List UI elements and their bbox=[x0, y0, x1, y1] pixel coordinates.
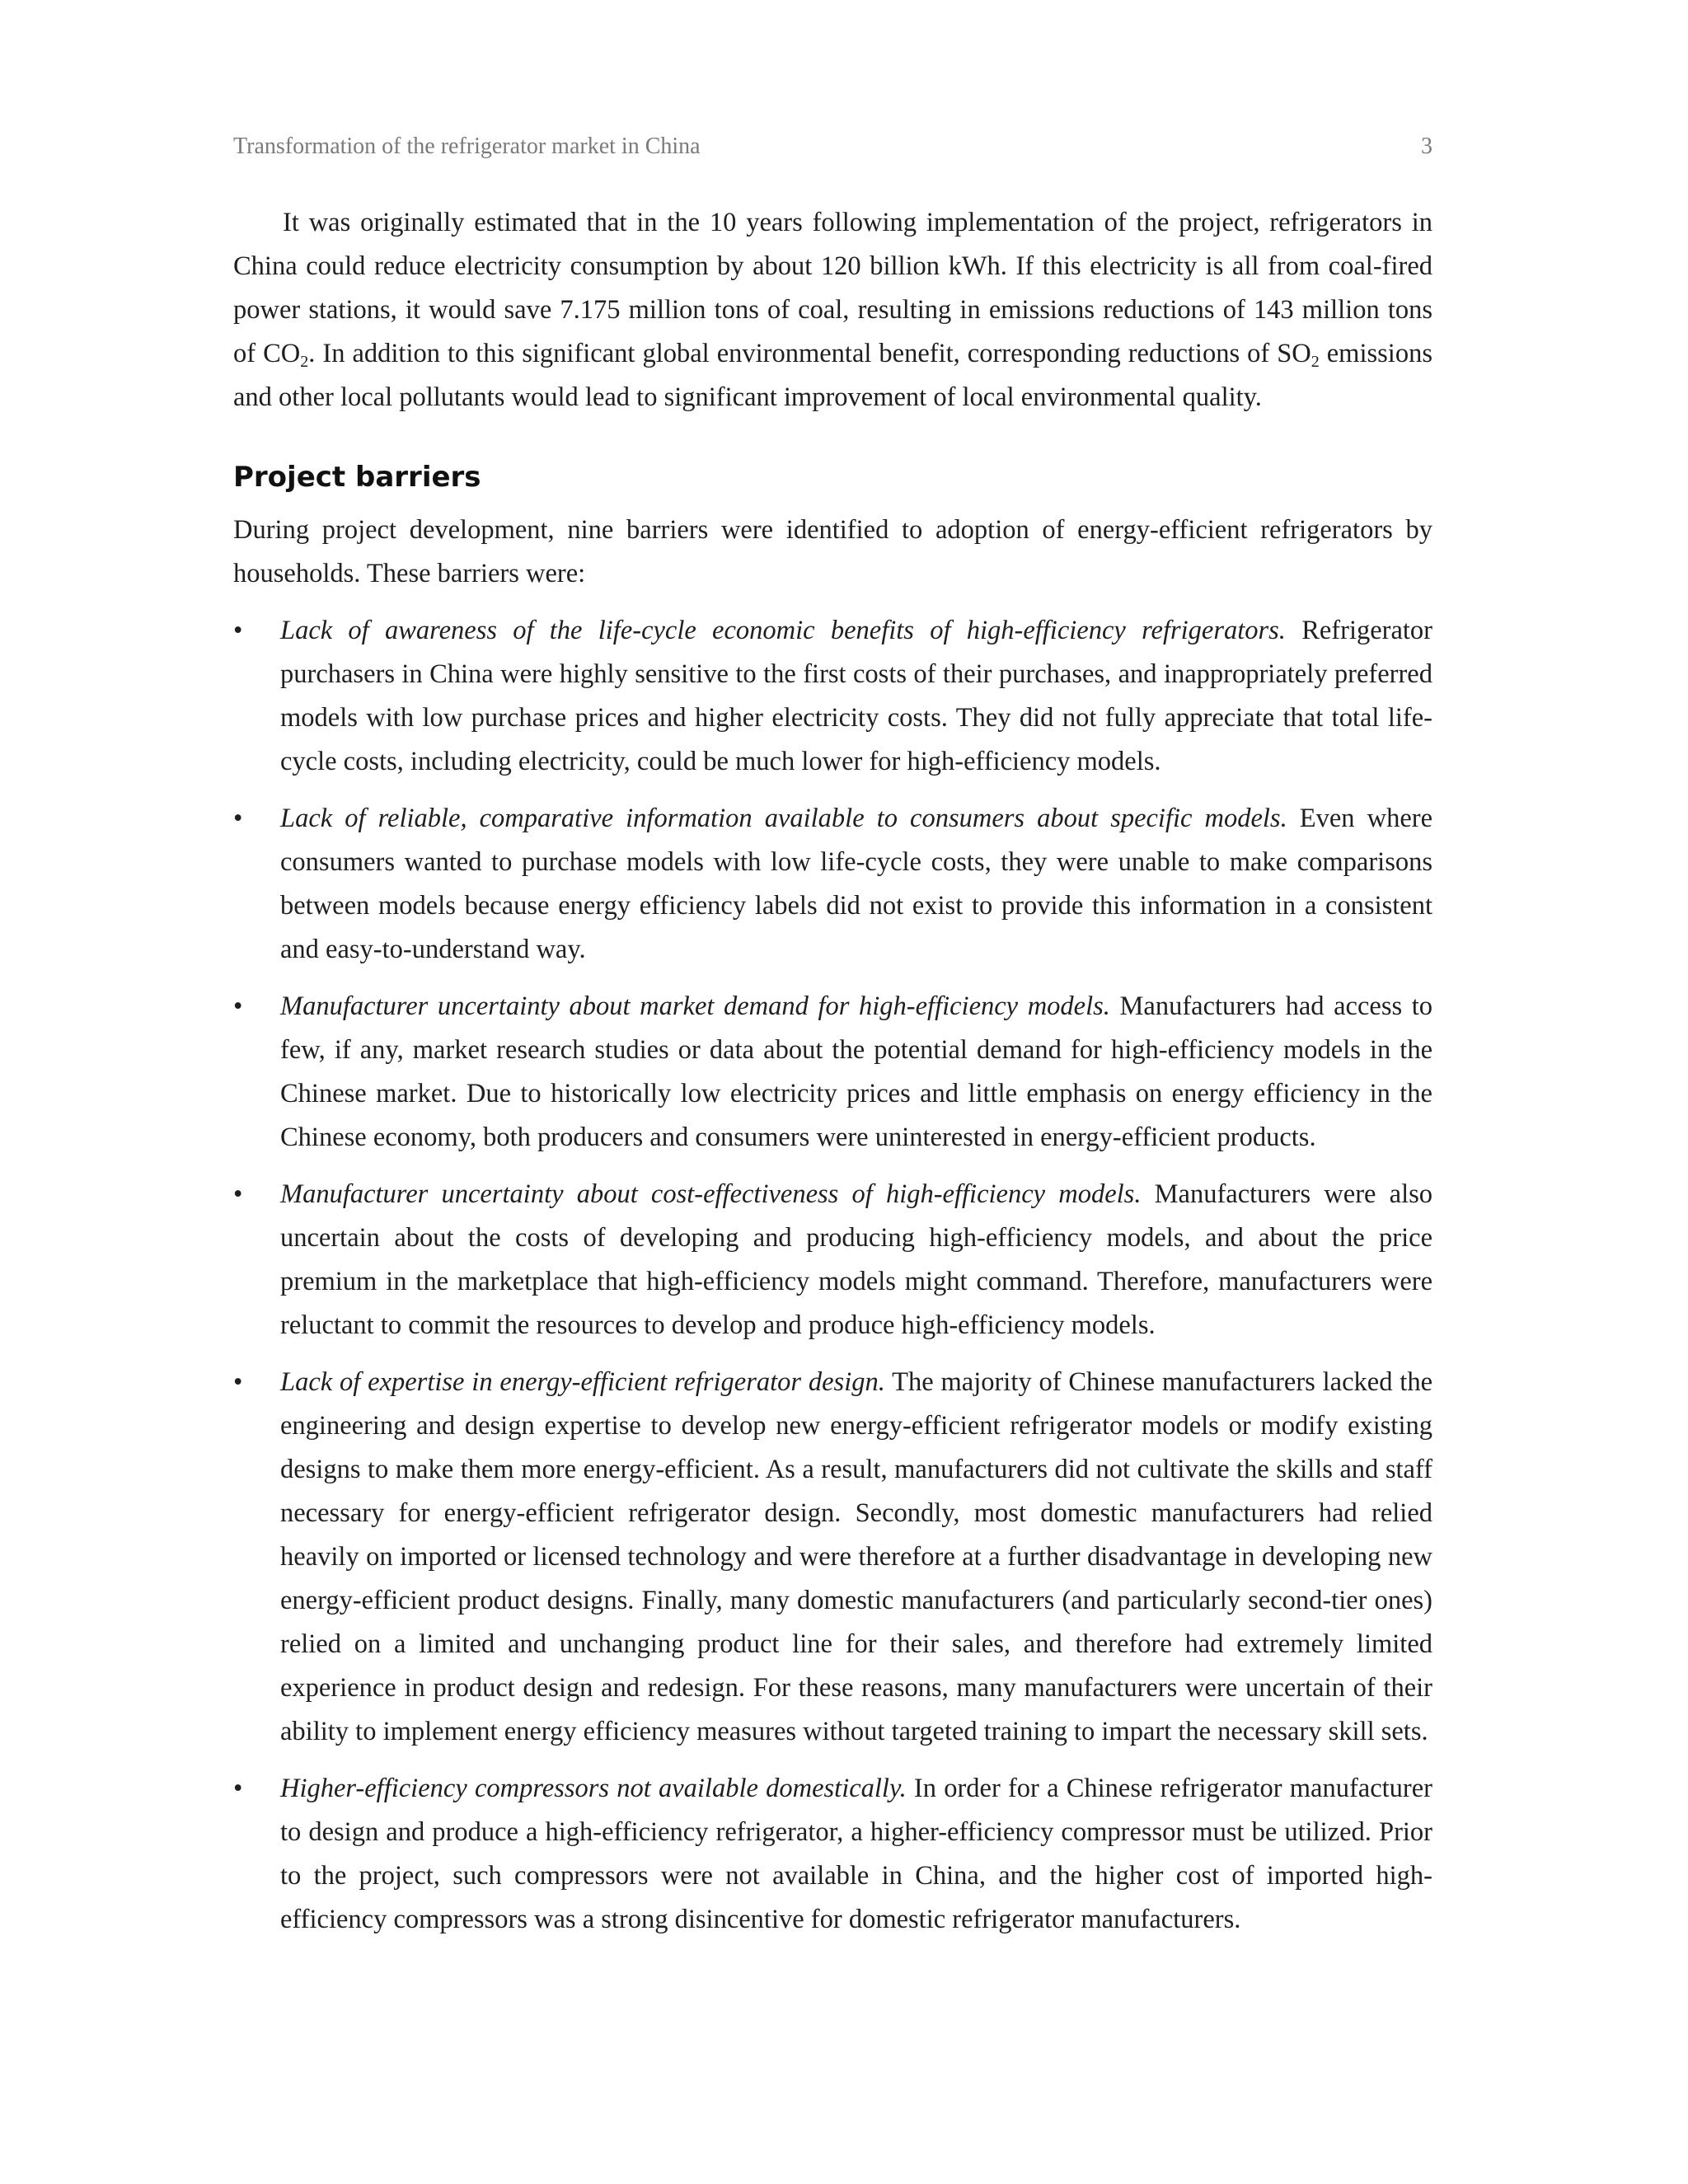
barrier-title: Manufacturer uncertainty about cost-effectiveness of high-efficiency models. bbox=[280, 1179, 1142, 1209]
barrier-item bbox=[233, 609, 1432, 784]
intro-paragraph bbox=[233, 201, 1432, 419]
bullet-marker: • bbox=[233, 616, 243, 645]
barrier-item bbox=[233, 797, 1432, 972]
barrier-title: Lack of expertise in energy-efficient refrigerator design. bbox=[280, 1367, 885, 1397]
barrier-description: Manufacturers were also uncertain about the costs of developing and producing high-efficiency models, and about the price premium in the marketplace that high-efficiency models might command. Therefore, manufacturers were reluctant to commit the resources to develop and produce high-efficiency models. bbox=[280, 1179, 1432, 1340]
barrier-list bbox=[233, 609, 1432, 1942]
barrier-title: Manufacturer uncertainty about market demand for high-efficiency models. bbox=[280, 991, 1110, 1021]
bullet-marker: • bbox=[233, 1774, 243, 1803]
barrier-item bbox=[233, 1361, 1432, 1754]
barrier-title: Lack of reliable, comparative information available to consumers about specific models. bbox=[280, 804, 1287, 833]
barrier-description: Manufacturers had access to few, if any, market research studies or data about the potential demand for high-efficiency models in the Chinese market. Due to historically low electricity prices and little emphasis on energy efficiency in the Chinese economy, both producers and consumers were uninterested in energy-efficient products. bbox=[280, 991, 1432, 1152]
bullet-marker: • bbox=[233, 1367, 243, 1397]
barrier-title: Lack of awareness of the life-cycle economic benefits of high-efficiency refrigerators. bbox=[280, 616, 1286, 645]
barrier-description: The majority of Chinese manufacturers lacked the engineering and design expertise to develop new energy-efficient refrigerator models or modify existing designs to make them more energy-efficient. As a result, manufacturers did not cultivate the skills and staff necessary for energy-efficient refrigerator design. Secondly, most domestic manufacturers had relied heavily on imported or licensed technology and were therefore at a further disadvantage in developing new energy-efficient product designs. Finally, many domestic manufacturers (and particularly second-tier ones) relied on a limited and unchanging product line for their sales, and therefore had extremely limited experience in product design and redesign. For these reasons, many manufacturers were uncertain of their ability to implement energy efficiency measures without targeted training to impart the necessary skill sets. bbox=[280, 1367, 1432, 1746]
co2-subscript: 2 bbox=[300, 353, 309, 371]
body-text bbox=[233, 201, 1432, 1955]
page-number: 3 bbox=[1421, 134, 1432, 159]
barrier-item bbox=[233, 985, 1432, 1160]
barrier-description: In order for a Chinese refrigerator manufacturer to design and produce a high-efficiency refrigerator, a higher-efficiency compressor must be utilized. Prior to the project, such compressors were not available in China, and the higher cost of imported high-efficiency compressors was a strong disincentive for domestic refrigerator manufacturers. bbox=[280, 1774, 1432, 1934]
barrier-title: Higher-efficiency compressors not available domestically. bbox=[280, 1774, 907, 1803]
barrier-item bbox=[233, 1173, 1432, 1347]
intro-text-part-3: emissions and other local pollutants would lead to significant improvement of local environmental quality. bbox=[233, 339, 1432, 412]
barrier-item bbox=[233, 1767, 1432, 1942]
intro-text-part-1: It was originally estimated that in the 10 years following implementation of the project, refrigerators in China could reduce electricity consumption by about 120 billion kWh. If this electricity is all from coal-fired power stations, it would save 7.175 million tons of coal, resulting in emissions reductions of 143 million tons of CO bbox=[233, 208, 1432, 368]
intro-text-part-2: . In addition to this significant global environmental benefit, corresponding reductions of SO bbox=[308, 339, 1311, 368]
barrier-description: Refrigerator purchasers in China were highly sensitive to the first costs of their purchases, and inappropriately preferred models with low purchase prices and higher electricity costs. They did not fully appreciate that total life-cycle costs, including electricity, could be much lower for high-efficiency models. bbox=[280, 616, 1432, 776]
section-lead-paragraph: During project development, nine barriers were identified to adoption of energy-efficient refrigerators by households. These barriers were: bbox=[233, 515, 1432, 588]
section-heading: Project barriers bbox=[233, 461, 481, 494]
bullet-marker: • bbox=[233, 991, 243, 1021]
bullet-marker: • bbox=[233, 1179, 243, 1209]
barrier-description: Even where consumers wanted to purchase models with low life-cycle costs, they were unable to make comparisons between models because energy efficiency labels did not exist to provide this information in a consistent and easy-to-understand way. bbox=[280, 804, 1433, 964]
so2-subscript: 2 bbox=[1311, 353, 1320, 371]
running-header-title: Transformation of the refrigerator market in China bbox=[233, 134, 701, 159]
bullet-marker: • bbox=[233, 804, 243, 833]
running-header bbox=[233, 134, 1432, 166]
